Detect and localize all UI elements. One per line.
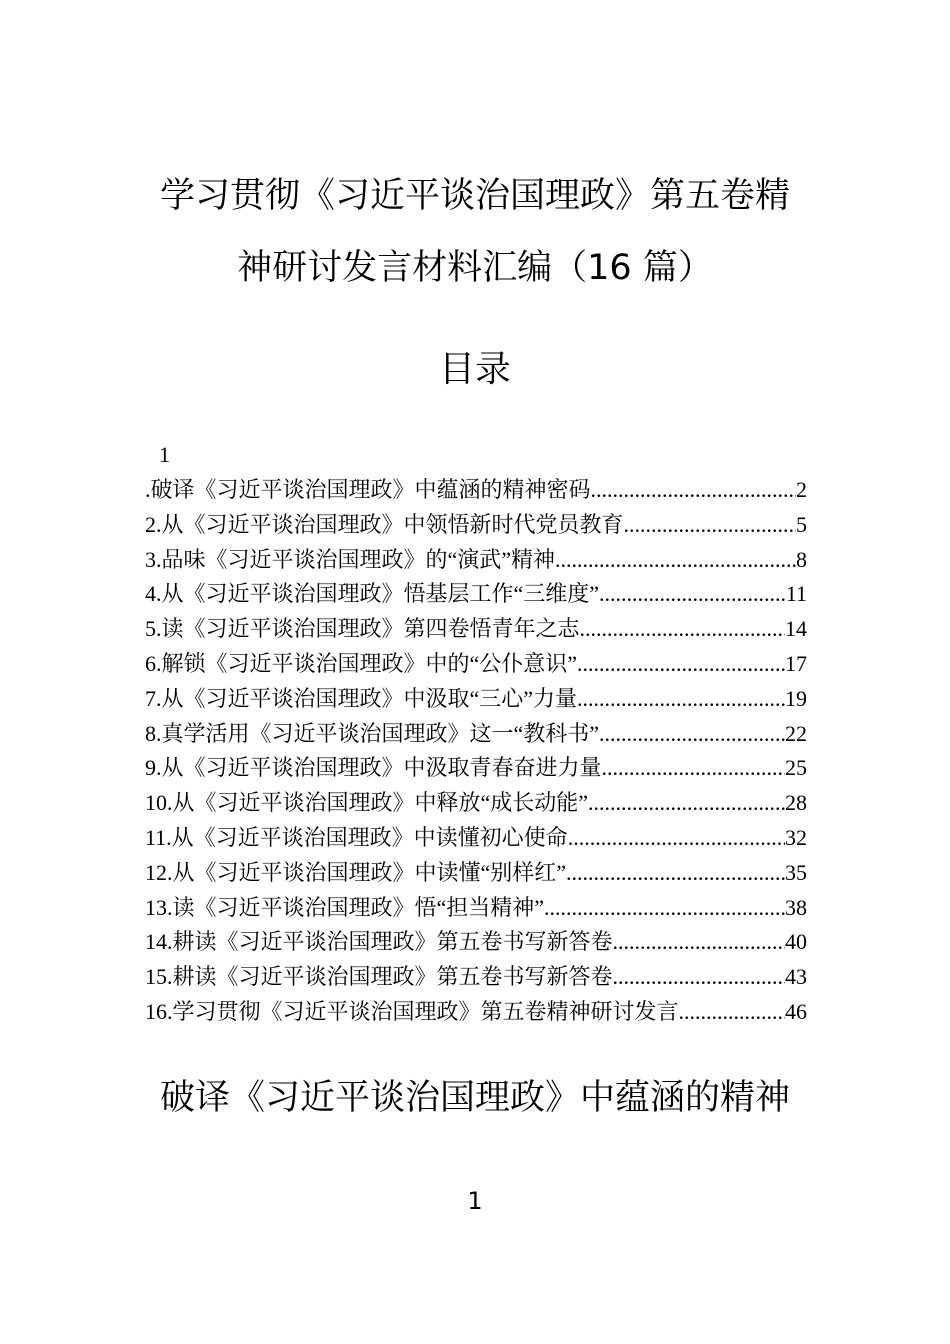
toc-entry-page: 28 bbox=[785, 790, 807, 816]
toc-entry-page: 11 bbox=[785, 581, 807, 607]
toc-entry-label: 10.从《习近平谈治国理政》中释放“成长动能” bbox=[145, 790, 589, 816]
toc-dot-leader bbox=[555, 543, 796, 578]
toc-entry-6[interactable] bbox=[145, 647, 807, 682]
page-number: 1 bbox=[467, 1187, 483, 1215]
toc-dot-leader bbox=[602, 751, 785, 786]
toc-dot-leader bbox=[577, 647, 785, 682]
toc-entry-label: 8.真学活用《习近平谈治国理政》这一“教科书” bbox=[145, 720, 600, 746]
toc-entry-page: 35 bbox=[785, 859, 807, 885]
toc-dot-leader bbox=[599, 577, 786, 612]
toc-entry-page: 46 bbox=[785, 998, 807, 1024]
toc-entry-2[interactable] bbox=[145, 508, 807, 543]
toc-entry-label: 9.从《习近平谈治国理政》中汲取青春奋进力量 bbox=[145, 755, 602, 781]
toc-entry-page: 38 bbox=[785, 894, 807, 920]
toc-entry-13[interactable] bbox=[145, 891, 807, 926]
toc-entry-page: 8 bbox=[796, 546, 807, 572]
document-title-line-2: 神研讨发言材料汇编（16 篇） bbox=[237, 248, 713, 288]
toc-dot-leader bbox=[679, 995, 785, 1030]
toc-dot-leader bbox=[624, 508, 796, 543]
toc-entry-label: .破译《习近平谈治国理政》中蕴涵的精神密码 bbox=[145, 477, 591, 502]
toc-dot-leader bbox=[544, 891, 785, 926]
toc-first-item-number: 1 bbox=[159, 442, 170, 467]
toc-dot-leader bbox=[577, 682, 785, 717]
toc-entry-10[interactable] bbox=[145, 786, 807, 821]
toc-entry-5[interactable] bbox=[145, 612, 807, 647]
toc-dot-leader bbox=[613, 925, 785, 960]
toc-dot-leader bbox=[599, 717, 785, 752]
toc-entry-label: 3.品味《习近平谈治国理政》的“演武”精神 bbox=[145, 546, 556, 572]
toc-dot-leader bbox=[580, 612, 785, 647]
toc-dot-leader bbox=[588, 786, 785, 821]
toc-entry-1[interactable] bbox=[145, 473, 807, 508]
toc-entry-page: 25 bbox=[785, 755, 807, 781]
toc-entry-label: 16.学习贯彻《习近平谈治国理政》第五卷精神研讨发言 bbox=[145, 998, 679, 1024]
toc-entry-8[interactable] bbox=[145, 717, 807, 752]
toc-entry-page: 43 bbox=[785, 964, 807, 990]
toc-entry-page: 5 bbox=[796, 511, 807, 537]
toc-entry-label: 6.解锁《习近平谈治国理政》中的“公仆意识” bbox=[145, 650, 578, 676]
toc-entry-4[interactable] bbox=[145, 577, 807, 612]
toc-entry-page: 2 bbox=[796, 477, 807, 502]
toc-dot-leader bbox=[568, 821, 785, 856]
toc-entry-page: 40 bbox=[785, 929, 807, 955]
toc-entry-15[interactable] bbox=[145, 960, 807, 995]
toc-dot-leader bbox=[613, 960, 785, 995]
toc-heading: 目录 bbox=[438, 349, 511, 390]
toc-entry-label: 13.读《习近平谈治国理政》悟“担当精神” bbox=[145, 894, 545, 920]
toc-entry-9[interactable] bbox=[145, 751, 807, 786]
toc-dot-leader bbox=[591, 473, 796, 508]
toc-entry-16[interactable] bbox=[145, 995, 807, 1030]
toc-entry-page: 19 bbox=[785, 685, 807, 711]
toc-entry-label: 2.从《习近平谈治国理政》中领悟新时代党员教育 bbox=[145, 511, 624, 537]
toc-entry-page: 17 bbox=[785, 650, 807, 676]
toc-entry-label: 5.读《习近平谈治国理政》第四卷悟青年之志 bbox=[145, 616, 580, 642]
toc-entry-label: 7.从《习近平谈治国理政》中汲取“三心”力量 bbox=[145, 685, 578, 711]
toc-entry-label: 4.从《习近平谈治国理政》悟基层工作“三维度” bbox=[145, 581, 600, 607]
toc-entry-page: 22 bbox=[785, 720, 807, 746]
toc-dot-leader bbox=[566, 856, 785, 891]
toc-entry-7[interactable] bbox=[145, 682, 807, 717]
toc-entry-3[interactable] bbox=[145, 543, 807, 578]
toc-entry-page: 14 bbox=[785, 616, 807, 642]
toc-entry-14[interactable] bbox=[145, 925, 807, 960]
toc-entry-label: 15.耕读《习近平谈治国理政》第五卷书写新答卷 bbox=[145, 964, 613, 990]
toc-entry-label: 11.从《习近平谈治国理政》中读懂初心使命 bbox=[145, 824, 568, 850]
toc-entry-11[interactable] bbox=[145, 821, 807, 856]
toc-entry-page: 32 bbox=[785, 824, 807, 850]
toc-entry-12[interactable] bbox=[145, 856, 807, 891]
section-heading: 破译《习近平谈治国理政》中蕴涵的精神 bbox=[159, 1078, 790, 1118]
toc-entry-label: 12.从《习近平谈治国理政》中读懂“别样红” bbox=[145, 859, 567, 885]
document-title-line-1: 学习贯彻《习近平谈治国理政》第五卷精 bbox=[159, 176, 790, 216]
toc-entry-label: 14.耕读《习近平谈治国理政》第五卷书写新答卷 bbox=[145, 929, 613, 955]
table-of-contents bbox=[145, 473, 807, 1030]
